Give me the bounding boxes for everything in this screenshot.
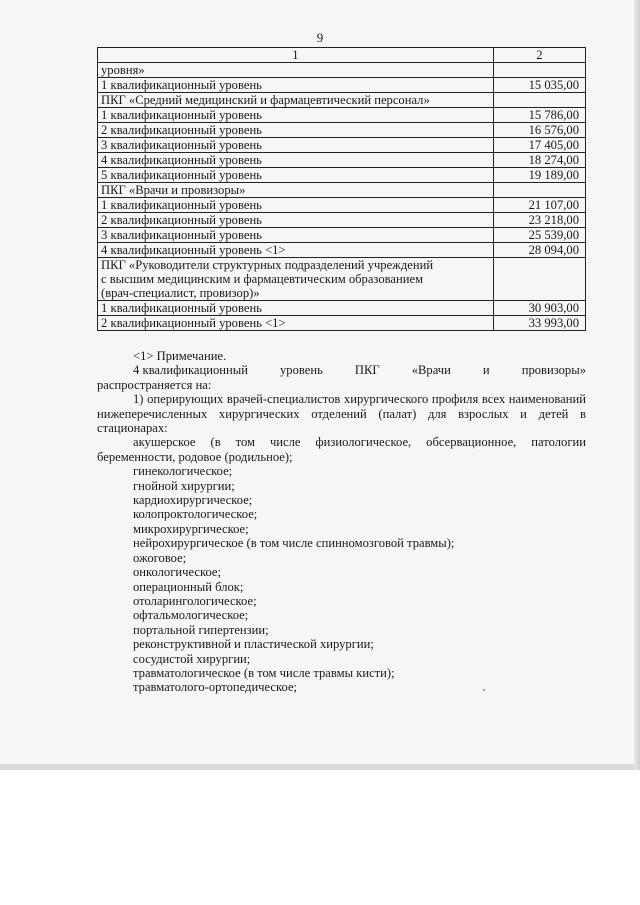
salary-table [97, 47, 586, 331]
row-value: 16 576,00 [493, 123, 585, 138]
list-item: реконструктивной и пластической хирургии; [133, 637, 374, 652]
note-word: «Врачи [411, 363, 451, 378]
row-value: 23 218,00 [493, 213, 585, 228]
list-item: нейрохирургическое (в том числе спинномозговой травмы); [133, 536, 455, 551]
list-item: отоларингологическое; [133, 593, 257, 608]
table-row [98, 93, 586, 108]
row-value [493, 258, 585, 301]
table-row [98, 78, 586, 93]
row-label: 4 квалификационный уровень <1> [98, 243, 494, 258]
table-header-col-2: 2 [493, 48, 585, 63]
department-list [97, 435, 586, 694]
list-item: сосудистой хирургии; [133, 651, 251, 666]
row-value [493, 63, 585, 78]
row-label: 2 квалификационный уровень <1> [98, 316, 494, 331]
scan-speck [483, 689, 485, 691]
row-value: 21 107,00 [493, 198, 585, 213]
row-label: ПКГ «Средний медицинский и фармацевтический персонал» [98, 93, 494, 108]
row-value: 19 189,00 [493, 168, 585, 183]
table-row [98, 258, 586, 301]
row-label: 1 квалификационный уровень [98, 78, 494, 93]
table-row [98, 168, 586, 183]
table-row [98, 198, 586, 213]
row-label: 4 квалификационный уровень [98, 153, 494, 168]
row-label: ПКГ «Врачи и провизоры» [98, 183, 494, 198]
row-label: 3 квалификационный уровень [98, 138, 494, 153]
list-item: гнойной хирургии; [133, 478, 235, 493]
note-word: провизоры» [521, 363, 586, 378]
note-word: 4 квалификационный [133, 363, 248, 378]
row-value: 28 094,00 [493, 243, 585, 258]
list-item: микрохирургическое; [133, 521, 249, 536]
page-edge-shadow [634, 0, 640, 770]
note-first-line-continuation: распространяется на: [97, 377, 212, 392]
note-word: ПКГ [354, 363, 380, 378]
list-item: акушерское (в том числе физиологическое, обсервационное, патологии беременности, родовое (родильное); [97, 435, 586, 464]
table-row [98, 63, 586, 78]
row-label: 3 квалификационный уровень [98, 228, 494, 243]
table-row [98, 213, 586, 228]
list-item: онкологическое; [133, 565, 221, 580]
row-value: 30 903,00 [493, 301, 585, 316]
list-item: кардиохирургическое; [133, 493, 253, 508]
list-item: гинекологическое; [133, 464, 233, 479]
row-label: 2 квалификационный уровень [98, 213, 494, 228]
table-row [98, 316, 586, 331]
note-section [97, 349, 586, 695]
row-value: 33 993,00 [493, 316, 585, 331]
list-item: травматологическое (в том числе травмы кисти); [133, 665, 395, 680]
table-row [98, 153, 586, 168]
list-item: травматолого-ортопедическое; [133, 680, 298, 695]
note-paragraph-1: 1) оперирующих врачей-специалистов хирургического профиля всех наименований нижеперечисленных хирургических отделений (палат) для взрослых и детей в стационарах: [97, 392, 586, 436]
list-item: операционный блок; [133, 579, 244, 594]
row-label: уровня» [98, 63, 494, 78]
table-row [98, 228, 586, 243]
table-row [98, 108, 586, 123]
list-item: ожоговое; [133, 550, 187, 565]
row-value: 18 274,00 [493, 153, 585, 168]
page-number: 9 [316, 30, 324, 45]
row-value: 25 539,00 [493, 228, 585, 243]
table-header-row [98, 48, 586, 63]
list-item: офтальмологическое; [133, 608, 249, 623]
note-first-line [97, 363, 586, 377]
row-label: 1 квалификационный уровень [98, 301, 494, 316]
list-item: колопроктологическое; [133, 507, 258, 522]
row-label: 2 квалификационный уровень [98, 123, 494, 138]
row-value: 15 786,00 [493, 108, 585, 123]
table-row [98, 301, 586, 316]
table-row [98, 183, 586, 198]
row-label: 5 квалификационный уровень [98, 168, 494, 183]
row-value [493, 93, 585, 108]
table-row [98, 123, 586, 138]
row-label: 1 квалификационный уровень [98, 108, 494, 123]
table-row [98, 243, 586, 258]
row-label: 1 квалификационный уровень [98, 198, 494, 213]
table-row [98, 138, 586, 153]
row-value [493, 183, 585, 198]
note-title: <1> Примечание. [133, 349, 227, 363]
table-header-col-1: 1 [98, 48, 494, 63]
note-word: уровень [280, 363, 323, 378]
row-value: 17 405,00 [493, 138, 585, 153]
list-item: портальной гипертензии; [133, 622, 269, 637]
note-word: и [482, 363, 490, 378]
row-label: ПКГ «Руководители структурных подразделений учреждений с высшим медицинским и фармацевтическим образованием (врач-специалист, провизор)» [98, 258, 494, 301]
row-value: 15 035,00 [493, 78, 585, 93]
